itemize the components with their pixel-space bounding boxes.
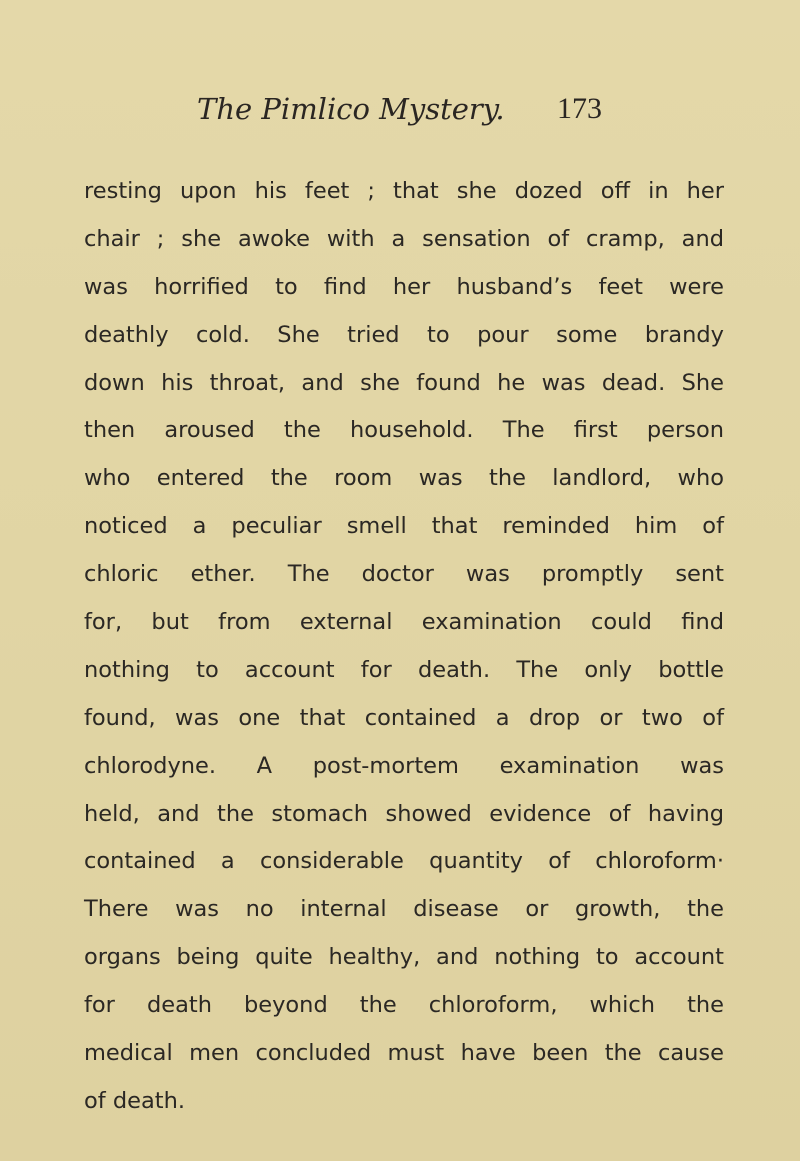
text-line: was horrified to find her husband’s feet were — [84, 273, 724, 300]
text-line: for death beyond the chloroform, which the — [84, 992, 724, 1019]
text-line: deathly cold. She tried to pour some brandy — [84, 321, 724, 348]
text-line: down his throat, and she found he was dead. She — [84, 369, 724, 396]
text-line: chlorodyne. A post-mortem examination was — [84, 752, 724, 779]
running-title: The Pimlico Mystery. — [197, 92, 505, 126]
page-number: 173 — [557, 92, 602, 125]
text-line: resting upon his feet ; that she dozed off in her — [84, 178, 724, 204]
text-line: for, but from external examination could find — [84, 609, 724, 636]
text-line: There was no internal disease or growth, the — [84, 896, 724, 923]
text-line: medical men concluded must have been the cause — [84, 1040, 724, 1067]
text-line: organs being quite healthy, and nothing to account — [84, 944, 724, 971]
text-line: chloric ether. The doctor was promptly sent — [84, 561, 724, 588]
text-line: of death. — [84, 1087, 185, 1114]
text-line: contained a considerable quantity of chloroform· — [84, 848, 724, 875]
text-line: who entered the room was the landlord, who — [84, 465, 724, 492]
text-line: then aroused the household. The first person — [84, 417, 724, 444]
text-line: found, was one that contained a drop or two of — [84, 704, 724, 731]
text-line: noticed a peculiar smell that reminded him of — [84, 513, 724, 540]
body-text — [84, 168, 724, 1126]
page-header — [0, 92, 800, 132]
text-line: held, and the stomach showed evidence of having — [84, 800, 724, 827]
text-line: nothing to account for death. The only bottle — [84, 656, 724, 683]
text-line: chair ; she awoke with a sensation of cramp, and — [84, 225, 724, 252]
